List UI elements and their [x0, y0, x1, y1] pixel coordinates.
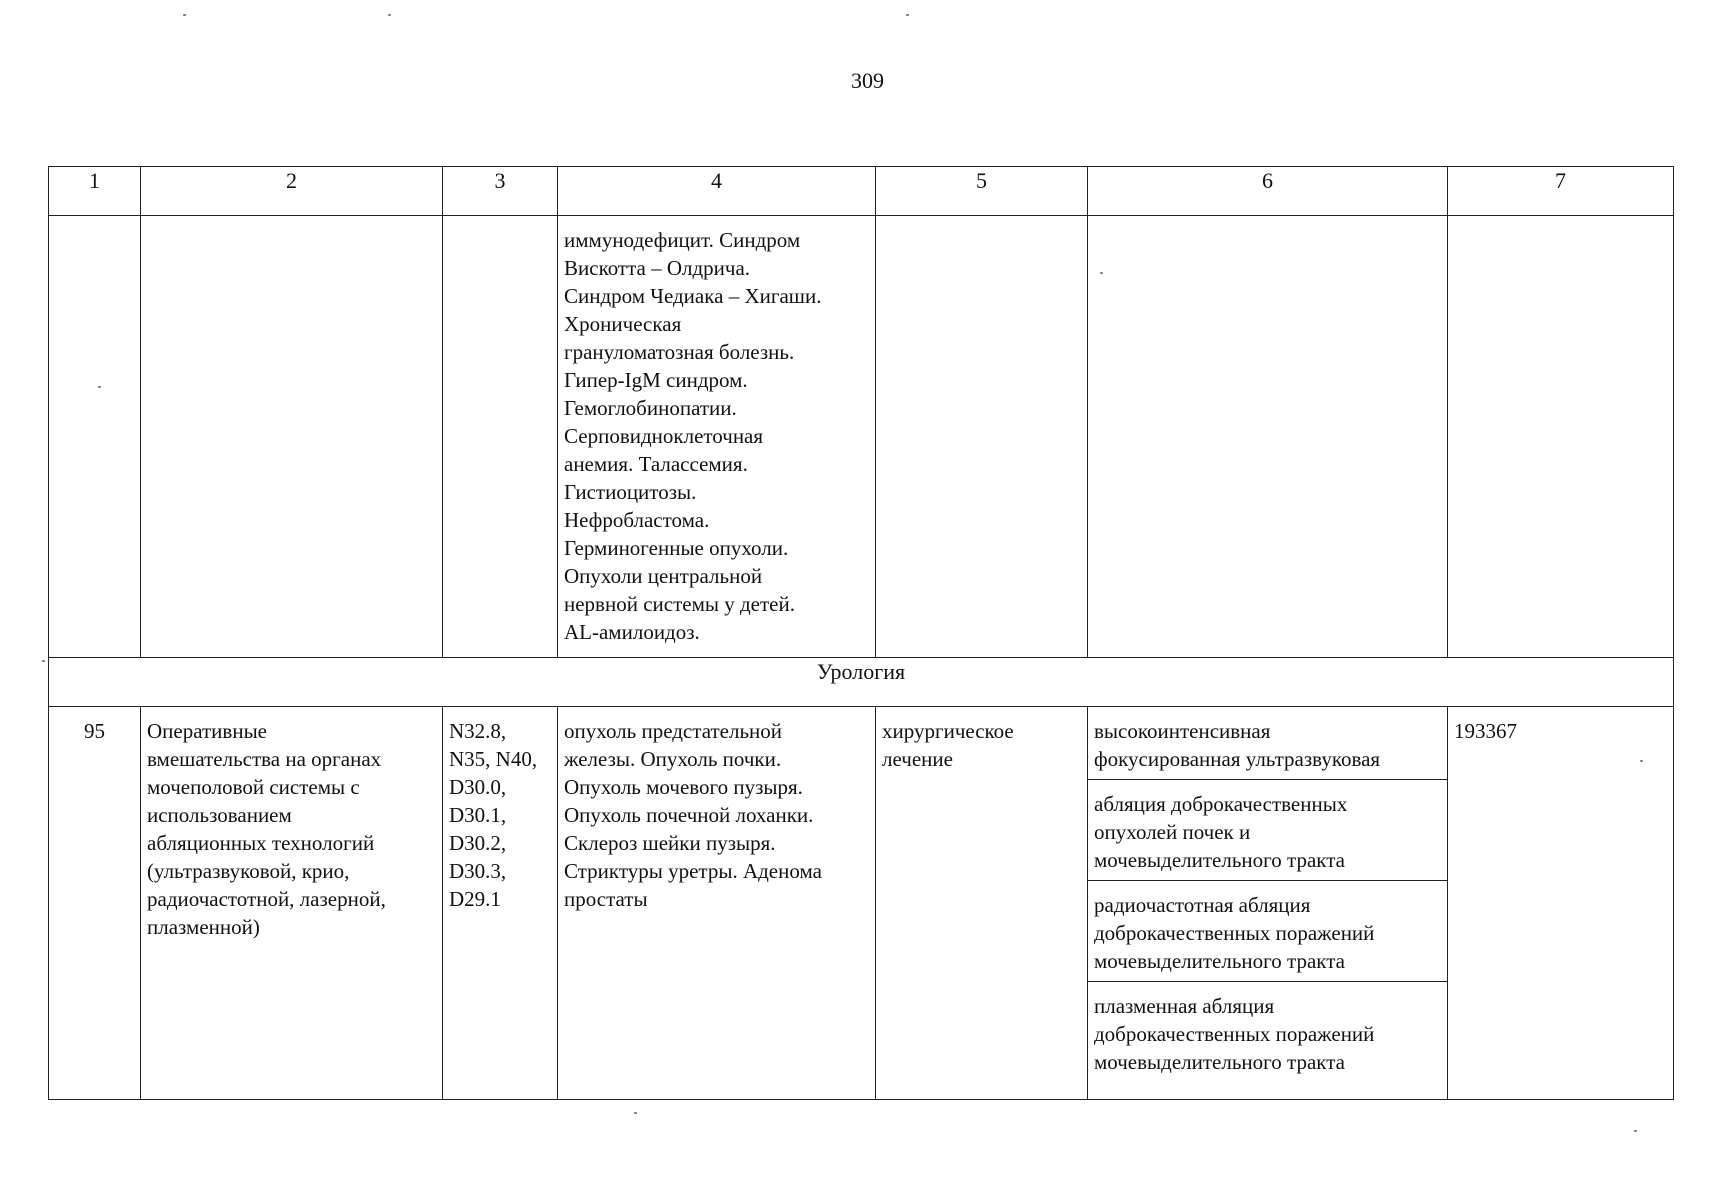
procedure-name: Оперативные вмешательства на органах мочеполовой системы с использованием абляционных технологий (ультразвуковой, крио, радиочастотной, лазерной, плазменной): [141, 707, 443, 1100]
header-col-1: 1: [49, 167, 141, 216]
scan-speck: [42, 660, 45, 662]
cont-col-2: [141, 216, 443, 658]
scan-speck: [906, 14, 909, 16]
table-header-row: [49, 167, 1674, 216]
scan-speck: [1634, 1130, 1637, 1132]
scan-speck: [1640, 760, 1643, 762]
header-col-5: 5: [876, 167, 1088, 216]
treatment-methods: [1088, 707, 1448, 1100]
header-col-2: 2: [141, 167, 443, 216]
scan-speck: [634, 1112, 637, 1114]
scan-speck: [388, 14, 391, 16]
patient-model: опухоль предстательной железы. Опухоль почки. Опухоль мочевого пузыря. Опухоль почечной лоханки. Склероз шейки пузыря. Стриктуры уретры. Аденома простаты: [558, 707, 876, 1100]
row-number: 95: [49, 707, 141, 1100]
cont-col-5: [876, 216, 1088, 658]
treatment-type: хирургическое лечение: [876, 707, 1088, 1100]
header-col-6: 6: [1088, 167, 1448, 216]
section-row: [49, 658, 1674, 707]
cont-col-1: [49, 216, 141, 658]
procedures-table: [48, 166, 1674, 1100]
icd-codes: N32.8, N35, N40, D30.0, D30.1, D30.2, D30.3, D29.1: [443, 707, 558, 1100]
method-item: плазменная абляция доброкачественных поражений мочевыделительного тракта: [1094, 994, 1375, 1074]
scan-speck: [98, 386, 101, 388]
method-item: высокоинтенсивная фокусированная ультразвуковая: [1088, 707, 1447, 780]
cont-col-6: [1088, 216, 1448, 658]
table-row: [49, 707, 1674, 1100]
header-col-3: 3: [443, 167, 558, 216]
cost-value: 193367: [1448, 707, 1674, 1100]
header-col-7: 7: [1448, 167, 1674, 216]
cont-col-7: [1448, 216, 1674, 658]
cont-col-3: [443, 216, 558, 658]
scan-speck: [1100, 272, 1103, 274]
diagnoses-list: иммунодефицит. Синдром Вискотта – Олдрича. Синдром Чедиака – Хигаши. Хроническая грануломатозная болезнь. Гипер-IgM синдром. Гемоглобинопатии. Серповидноклеточная анемия. Талассемия. Гистиоцитозы. Нефробластома. Герминогенные опухоли. Опухоли центральной нервной системы у детей. AL-амилоидоз.: [564, 228, 822, 644]
continuation-row: [49, 216, 1674, 658]
page-number: 309: [851, 68, 884, 93]
header-col-4: 4: [558, 167, 876, 216]
section-title: Урология: [49, 658, 1674, 707]
cont-col-4: [558, 216, 876, 658]
scan-speck: [183, 14, 186, 16]
method-item: радиочастотная абляция доброкачественных поражений мочевыделительного тракта: [1088, 881, 1447, 982]
method-item: абляция доброкачественных опухолей почек и мочевыделительного тракта: [1088, 780, 1447, 881]
